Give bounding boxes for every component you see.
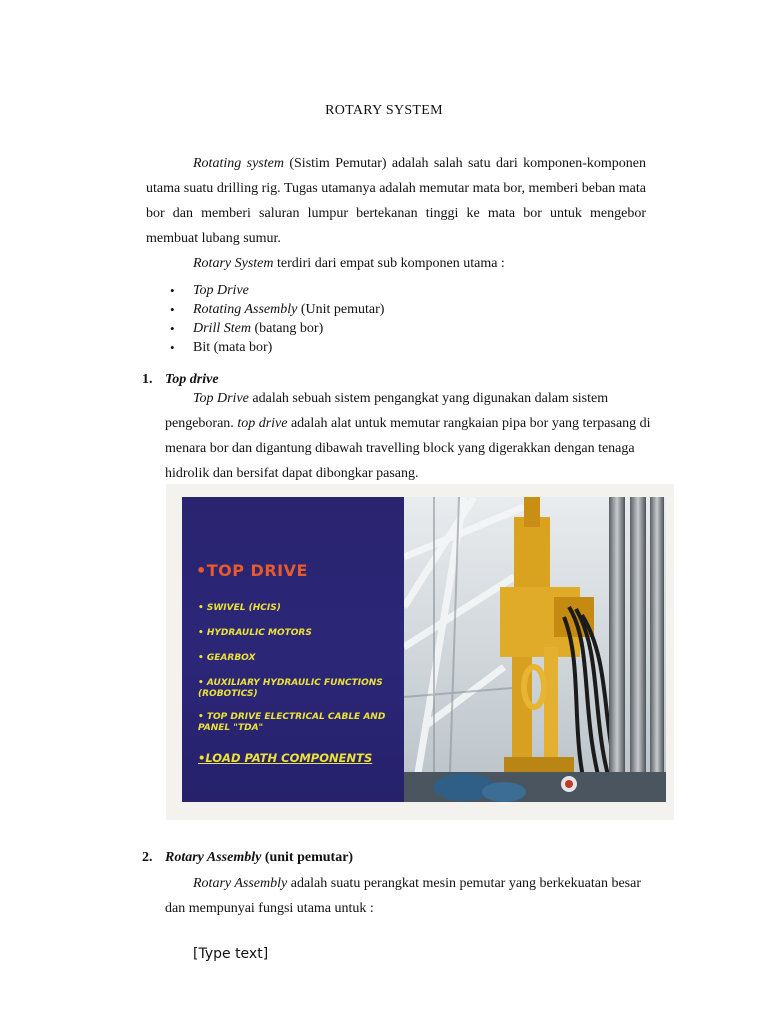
top-drive-figure: [166, 484, 674, 820]
drilling-rig-illustration: [404, 497, 666, 802]
subcomponent-term: Rotary System: [193, 256, 274, 271]
list-item: • Bit (mata bor): [170, 340, 273, 355]
figure-item: • HYDRAULIC MOTORS: [198, 628, 312, 638]
section-2-title: Rotary Assembly (unit pemutar): [165, 850, 354, 865]
section-2-number: 2.: [142, 850, 153, 865]
figure-text-panel: [182, 497, 404, 802]
figure-item: • TOP DRIVE ELECTRICAL CABLE AND PANEL "TDA": [198, 712, 386, 733]
bullet-icon: •: [170, 321, 175, 336]
list-item: • Rotating Assembly (Unit pemutar): [170, 302, 385, 317]
footer-placeholder[interactable]: [Type text]: [193, 946, 269, 962]
figure-item: • GEARBOX: [198, 653, 256, 663]
section-1-number: 1.: [142, 372, 153, 387]
intro-term: Rotating system: [193, 156, 284, 171]
figure-item: • SWIVEL (HCIS): [198, 603, 281, 613]
intro-paragraph: [146, 151, 646, 251]
figure-item-list: [198, 603, 398, 746]
subcomponent-list: [170, 281, 384, 357]
figure-item: • AUXILIARY HYDRAULIC FUNCTIONS (ROBOTICS): [198, 678, 383, 699]
section-1-body: Top Drive adalah sebuah sistem pengangkat yang digunakan dalam sistem pengeboran. top drive adalah alat untuk memutar rangkaian pipa bor yang terpasang di menara bor dan digantung dibawah travelling block yang digerakkan dengan tenaga hidrolik dan bersifat dapat dibongkar pasang.: [165, 391, 651, 481]
page-title: ROTARY SYSTEM: [325, 103, 443, 118]
figure-heading: •TOP DRIVE: [196, 561, 308, 580]
top-drive-photo: [404, 497, 666, 802]
bullet-icon: •: [170, 340, 175, 355]
subcomponent-text: terdiri dari empat sub komponen utama :: [273, 256, 505, 271]
list-item: • Drill Stem (batang bor): [170, 321, 324, 336]
section-1-title: Top drive: [165, 372, 219, 387]
list-item: • Top Drive: [170, 283, 249, 298]
bullet-icon: •: [170, 283, 175, 298]
section-2-body: Rotary Assembly adalah suatu perangkat mesin pemutar yang berkekuatan besar dan mempunyai fungsi utama untuk :: [165, 876, 641, 916]
bullet-icon: •: [170, 302, 175, 317]
intro-text: (Sistim Pemutar) adalah salah satu dari komponen-komponen utama suatu drilling rig. Tugas utamanya adalah memutar mata bor, memberi beban mata bor dan memberi saluran lumpur bertekanan tinggi ke mata bor untuk mengebor membuat lubang sumur.: [146, 156, 646, 246]
figure-load-path: •LOAD PATH COMPONENTS: [198, 751, 373, 765]
subcomponent-paragraph: [193, 251, 505, 276]
